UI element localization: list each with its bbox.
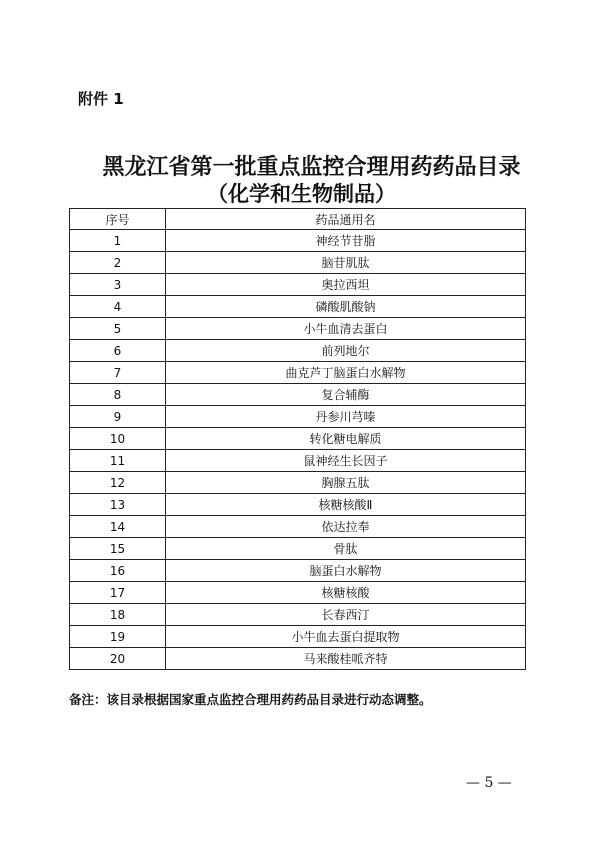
table-row [70, 252, 526, 274]
document-title: 黑龙江省第一批重点监控合理用药药品目录 [102, 154, 521, 180]
drug-name-cell: 依达拉奉 [166, 516, 526, 538]
drug-name-cell: 神经节苷脂 [166, 230, 526, 252]
drug-name-cell: 奥拉西坦 [166, 274, 526, 296]
serial-number-cell: 11 [70, 450, 166, 472]
table-row [70, 340, 526, 362]
drug-name-cell: 长春西汀 [166, 604, 526, 626]
table-row [70, 274, 526, 296]
serial-number-cell: 5 [70, 318, 166, 340]
serial-number-cell: 2 [70, 252, 166, 274]
serial-number-cell: 6 [70, 340, 166, 362]
serial-number-cell: 1 [70, 230, 166, 252]
drug-name-cell: 脑蛋白水解物 [166, 560, 526, 582]
drug-name-cell: 马来酸桂哌齐特 [166, 648, 526, 670]
drug-name-cell: 小牛血去蛋白提取物 [166, 626, 526, 648]
drug-name-cell: 磷酸肌酸钠 [166, 296, 526, 318]
serial-number-cell: 3 [70, 274, 166, 296]
table-row [70, 450, 526, 472]
footnote: 备注：该目录根据国家重点监控合理用药药品目录进行动态调整。 [69, 692, 432, 707]
serial-number-cell: 18 [70, 604, 166, 626]
table-row [70, 582, 526, 604]
page-number: — 5 — [466, 775, 512, 791]
serial-number-cell: 8 [70, 384, 166, 406]
drug-name-cell: 骨肽 [166, 538, 526, 560]
table-row [70, 604, 526, 626]
serial-number-cell: 15 [70, 538, 166, 560]
serial-number-cell: 16 [70, 560, 166, 582]
table-row [70, 516, 526, 538]
table-row [70, 296, 526, 318]
table-row [70, 362, 526, 384]
drug-name-cell: 鼠神经生长因子 [166, 450, 526, 472]
drug-name-cell: 转化糖电解质 [166, 428, 526, 450]
serial-number-cell: 13 [70, 494, 166, 516]
drug-name-cell: 复合辅酶 [166, 384, 526, 406]
serial-number-cell: 20 [70, 648, 166, 670]
table-row [70, 626, 526, 648]
header-serial-number: 序号 [70, 209, 166, 230]
table-header-row [70, 209, 526, 230]
drug-name-cell: 丹参川芎嗪 [166, 406, 526, 428]
table-row [70, 384, 526, 406]
table-row [70, 472, 526, 494]
serial-number-cell: 10 [70, 428, 166, 450]
serial-number-cell: 17 [70, 582, 166, 604]
table-row [70, 560, 526, 582]
table-row [70, 648, 526, 670]
drug-name-cell: 核糖核酸 [166, 582, 526, 604]
serial-number-cell: 19 [70, 626, 166, 648]
document-subtitle: （化学和生物制品） [207, 181, 396, 206]
drug-name-cell: 曲克芦丁脑蛋白水解物 [166, 362, 526, 384]
table-row [70, 406, 526, 428]
drug-name-cell: 胸腺五肽 [166, 472, 526, 494]
attachment-label: 附件 1 [78, 90, 124, 108]
drug-name-cell: 脑苷肌肽 [166, 252, 526, 274]
header-drug-name: 药品通用名 [166, 209, 526, 230]
table-row [70, 538, 526, 560]
drug-name-cell: 前列地尔 [166, 340, 526, 362]
table-row [70, 318, 526, 340]
table-row [70, 230, 526, 252]
drug-name-cell: 核糖核酸Ⅱ [166, 494, 526, 516]
serial-number-cell: 4 [70, 296, 166, 318]
serial-number-cell: 12 [70, 472, 166, 494]
serial-number-cell: 9 [70, 406, 166, 428]
table-row [70, 494, 526, 516]
drug-table [69, 208, 526, 670]
drug-name-cell: 小牛血清去蛋白 [166, 318, 526, 340]
serial-number-cell: 7 [70, 362, 166, 384]
table-body [70, 230, 526, 670]
serial-number-cell: 14 [70, 516, 166, 538]
table-row [70, 428, 526, 450]
